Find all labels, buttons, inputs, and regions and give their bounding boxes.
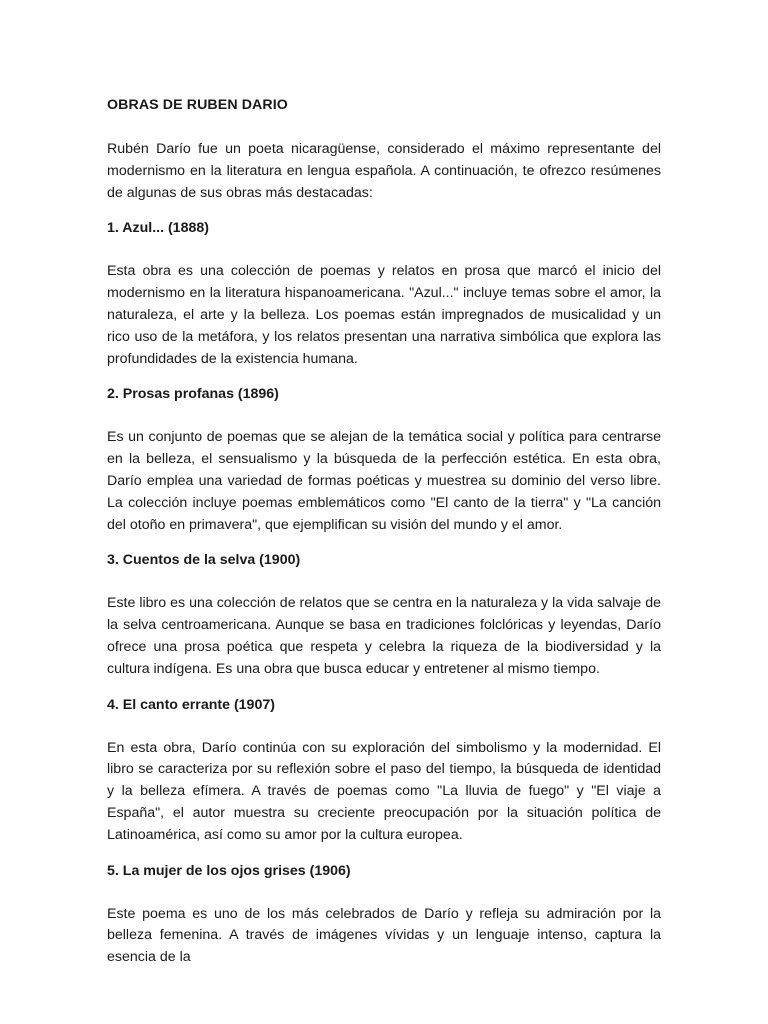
section-paragraph: Este libro es una colección de relatos que se centra en la naturaleza y la vida salvaje de la selva centroamericana. Aunque se basa en tradiciones folclóricas y leyendas, Darío ofrece una prosa poética que respeta y celebra la riqueza de la biodiversidad y la cultura indígena. Es una obra que busca educar y entretener al mismo tiempo. (107, 595, 661, 677)
section-heading: 5. La mujer de los ojos grises (1906) (107, 862, 351, 879)
intro-paragraph: Rubén Darío fue un poeta nicaragüense, considerado el máximo representante del modernismo en la literatura en lengua española. A continuación, te ofrezco resúmenes de algunas de sus obras más destacadas: (107, 141, 661, 201)
section-4 (107, 694, 661, 847)
section-heading: 3. Cuentos de la selva (1900) (107, 552, 301, 569)
section-2 (107, 383, 661, 536)
section-heading: 4. El canto errante (1907) (107, 696, 275, 713)
section-heading: 2. Prosas profanas (1896) (107, 386, 279, 403)
section-5 (107, 860, 661, 969)
section-heading: 1. Azul... (1888) (107, 220, 209, 237)
section-1 (107, 217, 661, 370)
section-3 (107, 549, 661, 680)
section-paragraph: En esta obra, Darío continúa con su exploración del simbolismo y la modernidad. El libro se caracteriza por su reflexión sobre el paso del tiempo, la búsqueda de identidad y la belleza efímera. A través de poemas como "La lluvia de fuego" y "El viaje a España", el autor muestra su creciente preocupación por la situación política de Latinoamérica, así como su amor por la cultura europea. (107, 739, 661, 843)
document-title: OBRAS DE RUBEN DARIO (107, 97, 288, 113)
section-paragraph: Es un conjunto de poemas que se alejan de la temática social y política para centrarse en la belleza, el sensualismo y la búsqueda de la perfección estética. En esta obra, Darío emplea una variedad de formas poéticas y muestrea su dominio del verso libre. La colección incluye poemas emblemáticos como "El canto de la tierra" y "La canción del otoño en primavera", que ejemplifican su visión del mundo y el amor. (107, 429, 661, 533)
section-paragraph: Esta obra es una colección de poemas y relatos en prosa que marcó el inicio del modernismo en la literatura hispanoamericana. "Azul..." incluye temas sobre el amor, la naturaleza, el arte y la belleza. Los poemas están impregnados de musicalidad y un rico uso de la metáfora, y los relatos presentan una narrativa simbólica que explora las profundidades de la existencia humana. (107, 263, 661, 367)
section-paragraph: Este poema es uno de los más celebrados de Darío y refleja su admiración por la belleza femenina. A través de imágenes vívidas y un lenguaje intenso, captura la esencia de la (107, 905, 661, 966)
